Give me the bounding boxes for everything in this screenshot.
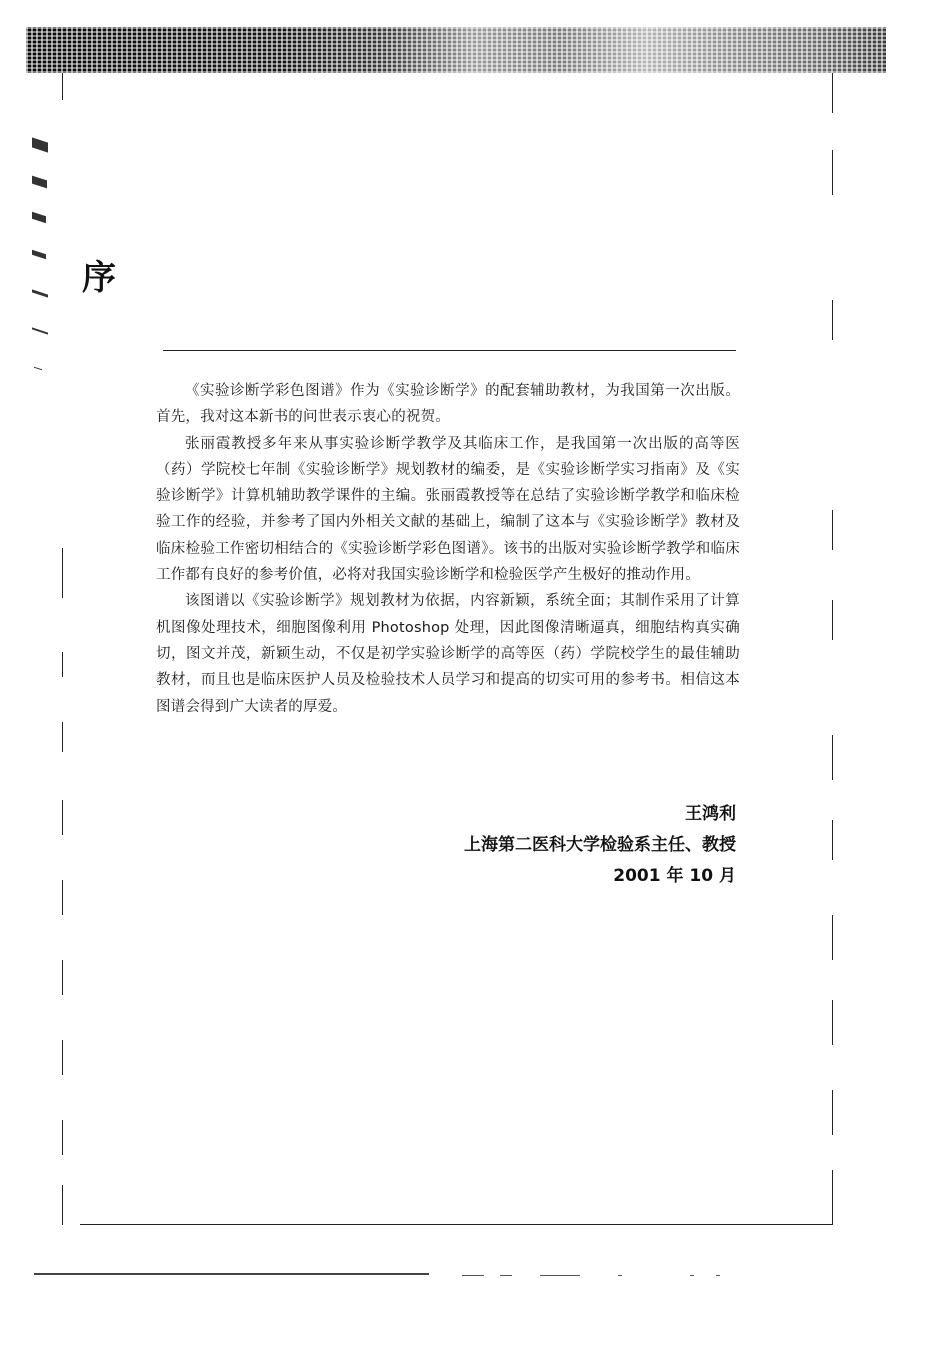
left-margin-rule [62,73,63,100]
left-margin-rule [62,722,63,752]
right-margin-rule [832,600,833,640]
bottom-scan-line [34,1273,429,1275]
bottom-scan-dash [540,1275,580,1276]
right-margin-rule [832,915,833,960]
page-title: 序 [82,258,116,298]
right-margin-rule [832,150,833,195]
left-margin-rule [62,548,63,598]
right-margin-rule [832,510,833,550]
author-affiliation: 上海第二医科大学检验系主任、教授 [464,835,736,855]
right-margin-rule [832,1000,833,1045]
decorative-mark [34,367,42,371]
bottom-scan-dash [716,1275,720,1276]
right-margin-rule [832,1090,833,1135]
right-margin-rule [832,73,833,113]
left-margin-rule [62,1120,63,1155]
title-divider [163,350,736,351]
signature-block [464,799,736,892]
author-name: 王鸿利 [685,804,736,824]
left-margin-rule [62,652,63,677]
left-margin-rule [62,1040,63,1075]
decorative-mark [32,212,46,224]
decorative-mark [32,250,46,260]
paragraph: 《实验诊断学彩色图谱》作为《实验诊断学》的配套辅助教材，为我国第一次出版。首先，我对这本新书的问世表示衷心的祝贺。 [156,383,740,426]
right-margin-rule [832,300,833,340]
right-margin-rule [832,735,833,780]
bottom-border [80,1224,832,1225]
bottom-scan-dash [462,1275,484,1276]
bottom-scan-dash [618,1275,622,1276]
header-banner [26,27,886,73]
signature-date: 2001 年 10 月 [613,866,736,886]
left-margin-rule [62,960,63,995]
right-margin-rule [832,820,833,860]
left-margin-rule [62,800,63,835]
decorative-mark [32,327,48,334]
right-margin-rule [832,1170,833,1225]
left-margin-rule [62,1185,63,1225]
paragraph: 该图谱以《实验诊断学》规划教材为依据，内容新颖，系统全面；其制作采用了计算机图像处理技术，细胞图像利用 Photoshop 处理，因此图像清晰逼真，细胞结构真实确切，图文并茂，新颖生动，不仅是初学实验诊断学的高等医（药）学院校学生的最佳辅助教材，而且也是临床医护人员及检验技术人员学习和提高的切实可用的参考书。相信这本图谱会得到广大读者的厚爱。 [156,593,740,715]
preface-body [156,378,740,720]
bottom-scan-dash [500,1275,512,1276]
bottom-scan-dash [690,1275,694,1276]
paragraph: 张丽霞教授多年来从事实验诊断学教学及其临床工作，是我国第一次出版的高等医（药）学院校七年制《实验诊断学》规划教材的编委，是《实验诊断学实习指南》及《实验诊断学》计算机辅助教学课件的主编。张丽霞教授等在总结了实验诊断学教学和临床检验工作的经验，并参考了国内外相关文献的基础上，编制了这本与《实验诊断学》教材及临床检验工作密切相结合的《实验诊断学彩色图谱》。该书的出版对实验诊断学教学和临床工作都有良好的参考价值，必将对我国实验诊断学和检验医学产生极好的推动作用。 [156,435,740,584]
decorative-mark [32,289,48,297]
decorative-mark [32,137,48,152]
decorative-mark [32,176,47,189]
left-margin-rule [62,880,63,915]
